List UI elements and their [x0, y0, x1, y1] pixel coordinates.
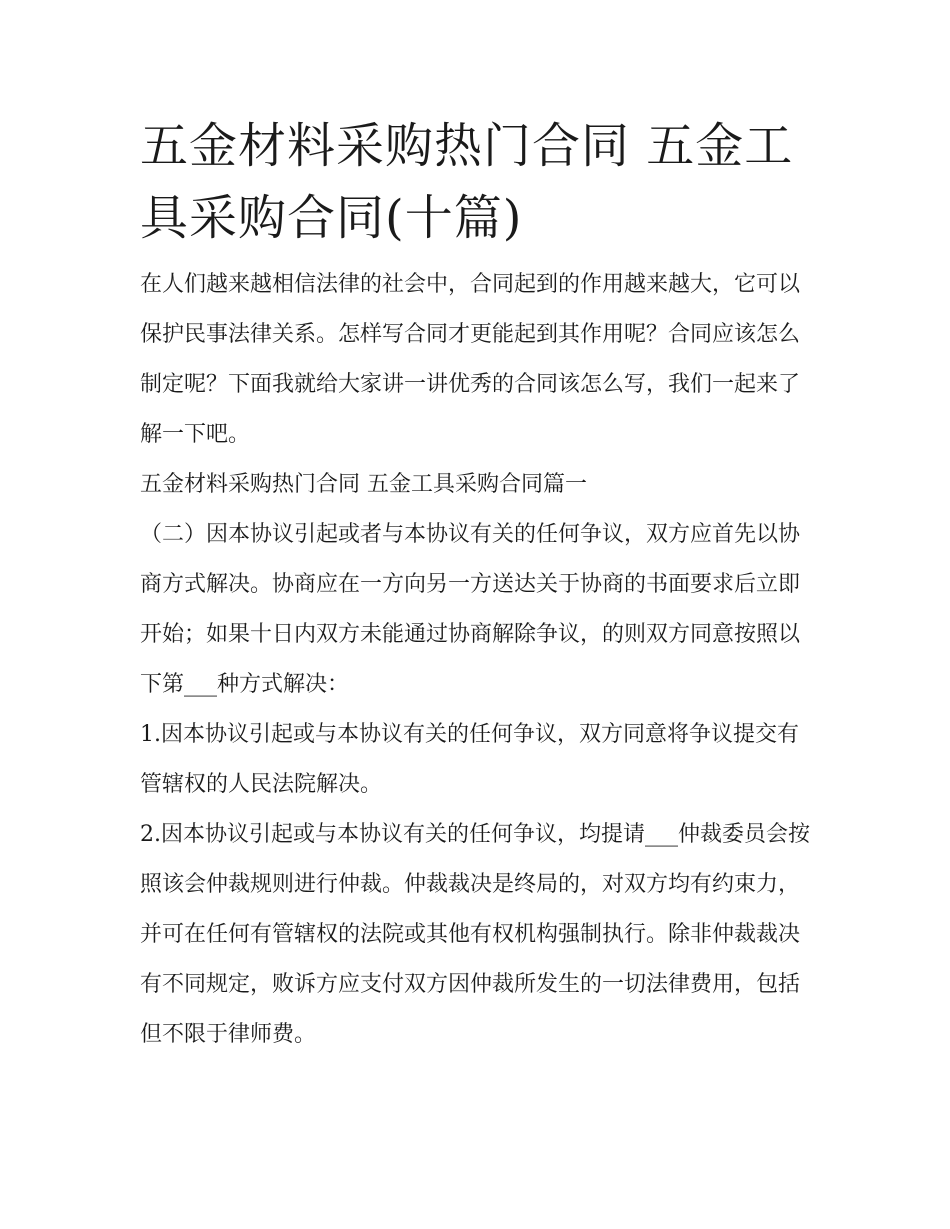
clause-item-2: 2.因本协议引起或与本协议有关的任何争议，均提请___仲裁委员会按照该会仲裁规则进行仲裁。仲裁裁决是终局的，对双方均有约束力，并可在任何有管辖权的法院或其他有权机构强制执行。除非仲裁裁决有不同规定，败诉方应支付双方因仲裁所发生的一切法律费用，包括但不限于律师费。 — [140, 822, 810, 1047]
document-title: 五金材料采购热门合同 五金工具采购合同(十篇) — [140, 118, 794, 246]
document-page — [140, 110, 820, 1060]
clause-item-1: 1.因本协议引起或与本协议有关的任何争议，双方同意将争议提交有管辖权的人民法院解决。 — [140, 722, 799, 797]
section-heading: 五金材料采购热门合同 五金工具采购合同篇一 — [140, 472, 587, 497]
intro-paragraph: 在人们越来越相信法律的社会中，合同起到的作用越来越大，它可以保护民事法律关系。怎样写合同才更能起到其作用呢？合同应该怎么制定呢？下面我就给大家讲一讲优秀的合同该怎么写，我们一起来了解一下吧。 — [140, 272, 801, 447]
clause-paragraph: （二）因本协议引起或者与本协议有关的任何争议，双方应首先以协商方式解决。协商应在一方向另一方送达关于协商的书面要求后立即开始；如果十日内双方未能通过协商解除争议，的则双方同意按照以下第___种方式解决： — [140, 522, 801, 697]
